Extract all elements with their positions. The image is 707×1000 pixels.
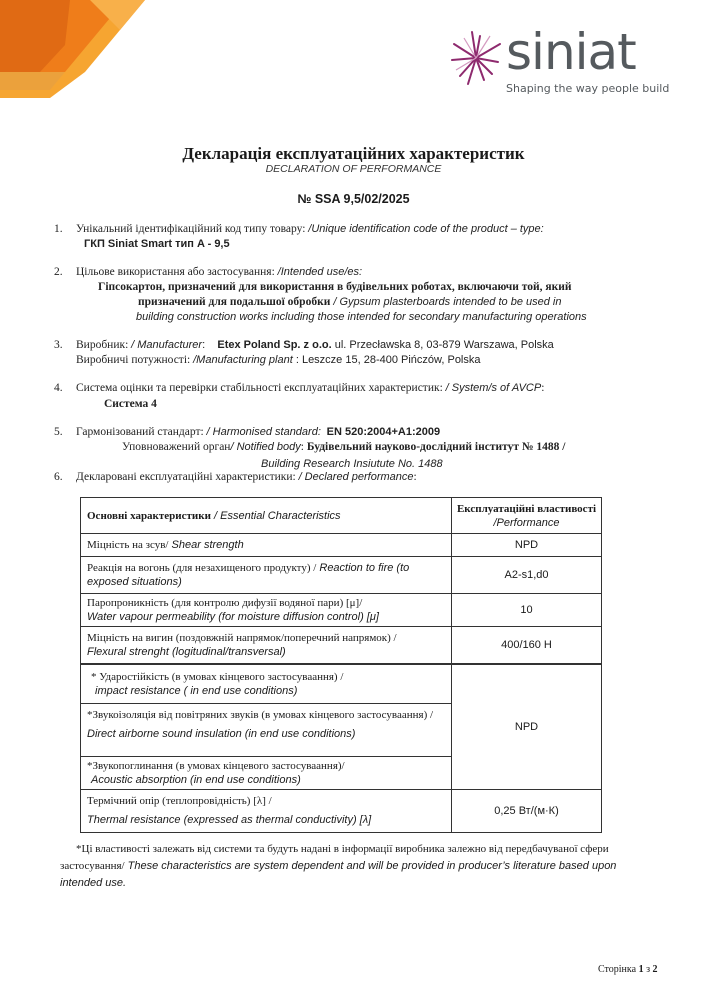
manufacturer-address: ul. Przecławska 8, 03-879 Warszawa, Polska (331, 339, 554, 351)
document-title: Декларація експлуатаційних характеристик (182, 144, 525, 163)
intended-use-line1: Гіпсокартон, призначений для використання в будівельних роботах, включаючи той, який (98, 281, 572, 293)
table-header-row (81, 498, 602, 534)
characteristic-impact-resistance: * Ударостійкість (в умовах кінцевого застосуваання) / impact resistance ( in end use conditions) (81, 664, 452, 704)
document-subtitle: DECLARATION OF PERFORMANCE (265, 163, 442, 175)
item-1-label-uk: Унікальний ідентифікаційний код типу товару: (76, 223, 309, 235)
harmonised-standard: EN 520:2004+A1:2009 (326, 426, 441, 438)
characteristic-vapour-permeability: Паропроникність (для контролю дифузії водяної пари) [μ]/ Water vapour permeability (for moisture diffusion control) [μ] (81, 594, 452, 627)
item-1-label-en: /Unique identification code of the product – type: (308, 223, 544, 235)
value-reaction-to-fire: A2-s1,d0 (452, 557, 602, 594)
siniat-logo (450, 23, 670, 98)
characteristic-shear-strength: Міцність на зсув/ Shear strength (81, 534, 452, 557)
product-code: ГКП Siniat Smart тип A - 9,5 (84, 238, 230, 250)
value-vapour-permeability: 10 (452, 594, 602, 627)
item-1: 1. Унікальний ідентифікаційний код типу товару: /Unique identification code of the product – type: (54, 223, 544, 235)
header-essential-characteristics: Основні характеристики / Essential Characteristics (81, 498, 452, 534)
item-4: 4. Система оцінки та перевірки стабільності експлуатаційних характеристик: / System/s of AVCP: (54, 382, 545, 394)
item-2-label-en: /Intended use/es: (277, 266, 363, 278)
avcp-system: Система 4 (104, 398, 157, 410)
performance-table (80, 497, 602, 833)
table-row (81, 627, 602, 664)
characteristic-acoustic-absorption: *Звукопоглинання (в умовах кінцевого застосуваання)/ Acoustic absorption (in end use conditions) (81, 757, 452, 790)
notified-body: Уповноважений орган/ Notified body: Будівельний науково-дослідний інститут № 1488 / (122, 441, 566, 453)
value-system-dependent: NPD (452, 664, 602, 790)
item-2-label-uk: Цільове використання або застосування: (76, 266, 278, 278)
intended-use-line2: призначений для подальшої обробки / Gypsum plasterboards intended to be used in (138, 296, 562, 308)
item-2: 2. Цільове використання або застосування: /Intended use/es: (54, 266, 363, 278)
footnote-uk: *Ці властивості залежать від системи та будуть надані в інформації виробника залежно від передбачуваної сфери застосування/ (60, 843, 609, 872)
document-number: № SSA 9,5/02/2025 (297, 192, 410, 206)
notified-body-en: Building Research Insiutute No. 1488 (261, 458, 443, 470)
characteristic-flexural-strength: Міцність на вигин (поздовжній напрямок/поперечний напрямок) / Flexural strenght (logitudinal/transversal) (81, 627, 452, 664)
item-5: 5. Гармонізований стандарт: / Harmonised standard: EN 520:2004+A1:2009 (54, 426, 441, 438)
brand-tagline: Shaping the way people build (506, 82, 670, 95)
corner-decoration (0, 0, 150, 100)
value-flexural-strength: 400/160 Н (452, 627, 602, 664)
table-row (81, 664, 602, 704)
characteristic-airborne-sound-insulation: *Звукоізоляція від повітряних звуків (в умовах кінцевого застосуваання) / Direct airborne sound insulation (in end use conditions) (81, 704, 452, 757)
brand-name: siniat (506, 23, 636, 81)
footnote-en: These characteristics are system dependent and will be provided in producer’s literature based upon intended use. (60, 860, 617, 889)
item-6: 6. Декларовані експлуатаційні характеристики: / Declared performance: (54, 471, 417, 483)
value-thermal-resistance: 0,25 Вт/(м·К) (452, 790, 602, 833)
footnote (60, 841, 630, 892)
intended-use-line3: building construction works including those intended for secondary manufacturing operations (136, 311, 587, 323)
page-number: Сторінка 1 з 2 (598, 964, 658, 975)
table-row (81, 557, 602, 594)
value-shear-strength: NPD (452, 534, 602, 557)
characteristic-reaction-to-fire: Реакція на вогонь (для незахищеного продукту) / Reaction to fire (to exposed situations) (81, 557, 452, 594)
manufacturer-name: Etex Poland Sp. z o.o. (217, 339, 332, 351)
table-row (81, 594, 602, 627)
characteristic-thermal-resistance: Термічний опір (теплопровідність) [λ] / Thermal resistance (expressed as thermal conductivity) [λ] (81, 790, 452, 833)
table-row (81, 790, 602, 833)
manufacturing-plant: Виробничі потужності: /Manufacturing plant : Leszcze 15, 28-400 Pińczów, Polska (76, 354, 481, 366)
siniat-star-icon (450, 30, 502, 86)
item-3: 3. Виробник: / Manufacturer: Etex Poland Sp. z o.o. ul. Przecławska 8, 03-879 Warszawa, Polska (54, 339, 554, 351)
table-row (81, 534, 602, 557)
header-performance: Експлуатаційні властивості /Performance (452, 498, 602, 534)
